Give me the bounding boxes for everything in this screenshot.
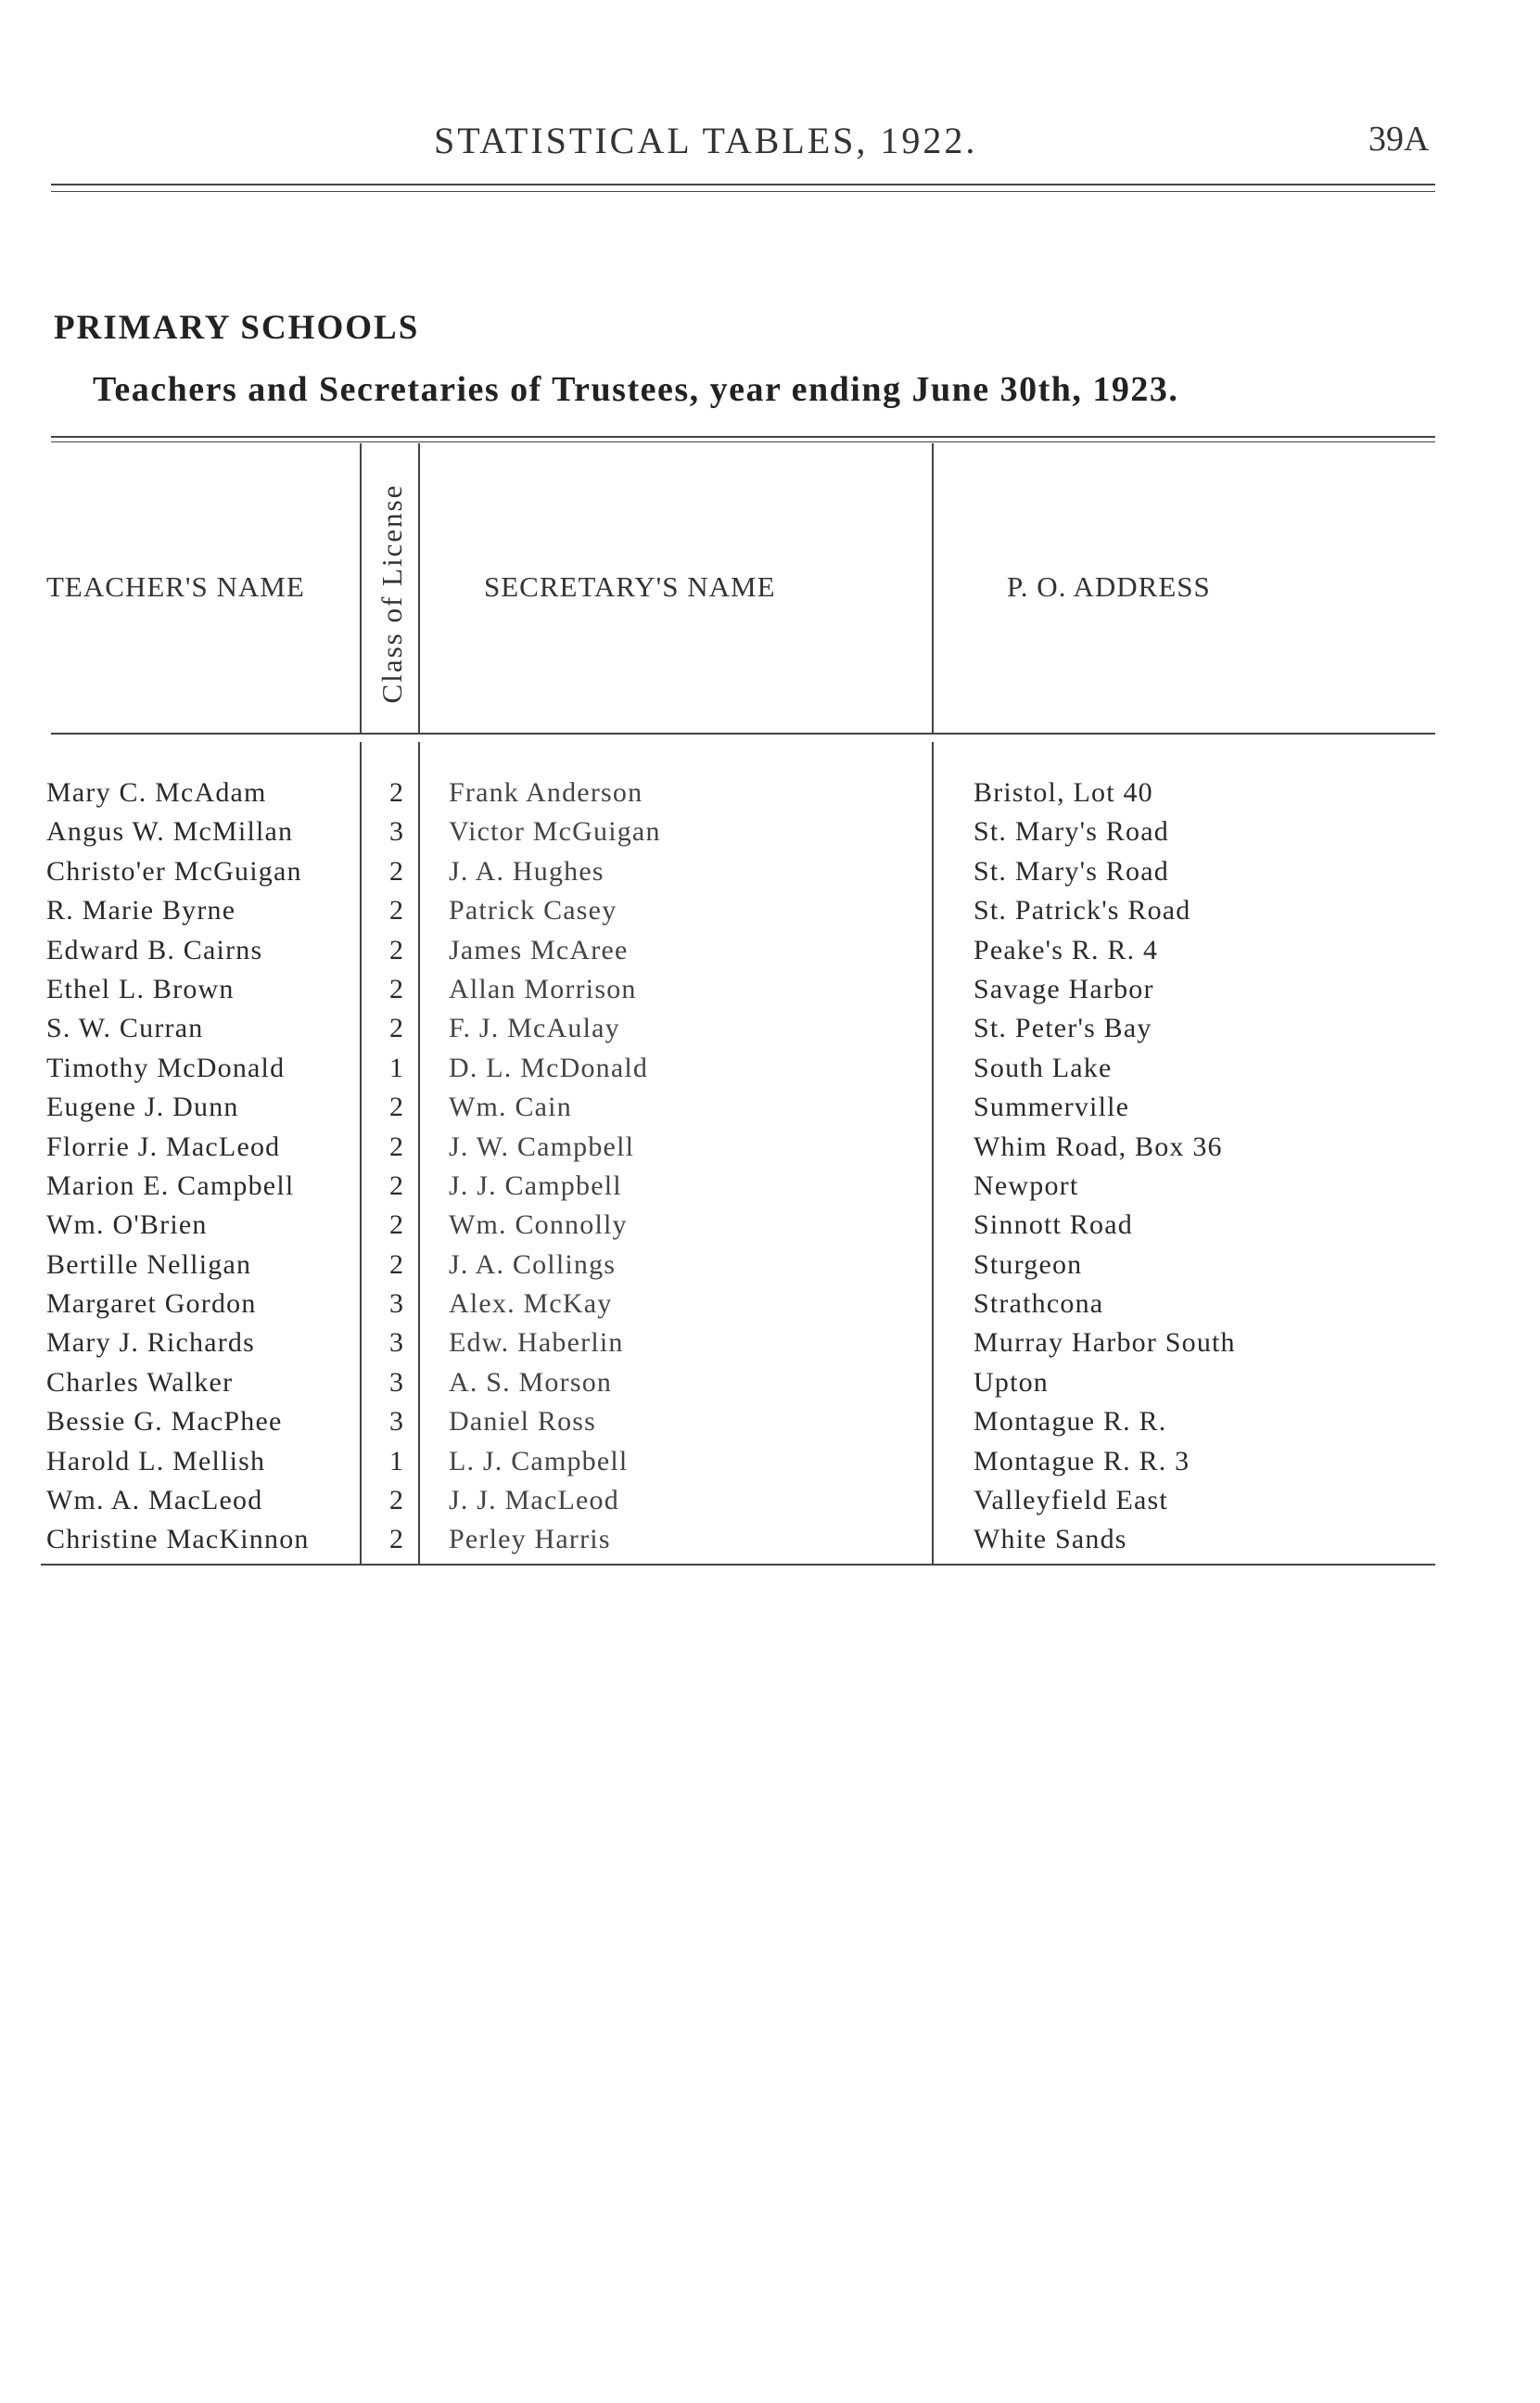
license-class: 3	[389, 1406, 403, 1438]
secretary-name: Wm. Cain	[449, 1092, 572, 1123]
teacher-name: Margaret Gordon	[46, 1288, 257, 1320]
po-address: Valleyfield East	[974, 1485, 1168, 1516]
table-top-rule-thin	[51, 441, 1435, 442]
teacher-name: S. W. Curran	[46, 1013, 204, 1044]
running-header	[0, 119, 1540, 165]
table-row	[0, 1481, 1540, 1520]
teacher-name: Bertille Nelligan	[46, 1248, 252, 1280]
table-row	[0, 1442, 1540, 1481]
license-class: 2	[389, 1131, 403, 1162]
header-rule	[51, 184, 1435, 185]
secretary-name: L. J. Campbell	[449, 1445, 629, 1476]
column-header-address: P. O. ADDRESS	[1007, 570, 1211, 603]
column-divider-3	[932, 443, 934, 733]
teacher-name: Wm. A. MacLeod	[46, 1485, 263, 1516]
column-divider-2	[418, 443, 420, 733]
license-class: 2	[389, 1092, 403, 1123]
column-header-secretary: SECRETARY'S NAME	[484, 570, 776, 603]
license-class: 2	[389, 1485, 403, 1516]
table-bottom-rule	[41, 1564, 1435, 1566]
teacher-name: Bessie G. MacPhee	[46, 1406, 283, 1438]
secretary-name: J. W. Campbell	[449, 1131, 635, 1162]
column-header-class: Class of License	[375, 483, 408, 704]
po-address: Summerville	[974, 1092, 1130, 1123]
secretary-name: Patrick Casey	[449, 895, 617, 927]
table-row	[0, 1009, 1540, 1048]
secretary-name: James McAree	[449, 934, 629, 965]
table-row	[0, 812, 1540, 851]
column-divider-1	[360, 443, 362, 733]
secretary-name: Allan Morrison	[449, 973, 637, 1004]
teacher-name: Mary C. McAdam	[46, 777, 267, 808]
table-row	[0, 852, 1540, 891]
secretary-name: A. S. Morson	[449, 1366, 613, 1398]
header-rule-thin	[51, 191, 1435, 192]
table-row	[0, 1402, 1540, 1441]
table-body	[0, 773, 1540, 1560]
po-address: Montague R. R.	[974, 1406, 1167, 1438]
teacher-name: Charles Walker	[46, 1366, 234, 1398]
teacher-name: Marion E. Campbell	[46, 1170, 295, 1201]
secretary-name: Daniel Ross	[449, 1406, 597, 1438]
license-class: 2	[389, 1248, 403, 1280]
header-bottom-rule	[51, 733, 1435, 735]
teacher-name: Eugene J. Dunn	[46, 1092, 239, 1123]
table-row	[0, 1206, 1540, 1245]
po-address: White Sands	[974, 1524, 1127, 1555]
teacher-name: Florrie J. MacLeod	[46, 1131, 281, 1162]
license-class: 2	[389, 855, 403, 887]
po-address: Peake's R. R. 4	[974, 934, 1159, 965]
po-address: Sinnott Road	[974, 1209, 1133, 1241]
license-class: 2	[389, 1209, 403, 1241]
secretary-name: Alex. McKay	[449, 1288, 613, 1320]
secretary-name: Frank Anderson	[449, 777, 643, 808]
po-address: Sturgeon	[974, 1248, 1083, 1280]
secretary-name: J. J. Campbell	[449, 1170, 622, 1201]
secretary-name: D. L. McDonald	[449, 1052, 649, 1083]
po-address: Montague R. R. 3	[974, 1445, 1190, 1476]
license-class: 2	[389, 895, 403, 927]
po-address: Savage Harbor	[974, 973, 1154, 1004]
license-class: 2	[389, 1170, 403, 1201]
teacher-name: Ethel L. Brown	[46, 973, 235, 1004]
teacher-name: Christine MacKinnon	[46, 1524, 310, 1555]
table-row	[0, 1520, 1540, 1559]
secretary-name: Wm. Connolly	[449, 1209, 628, 1241]
po-address: Bristol, Lot 40	[974, 777, 1153, 808]
table-row	[0, 970, 1540, 1009]
license-class: 2	[389, 934, 403, 965]
po-address: St. Mary's Road	[974, 816, 1169, 848]
table-row	[0, 1167, 1540, 1206]
secretary-name: Perley Harris	[449, 1524, 611, 1555]
secretary-name: J. J. MacLeod	[449, 1485, 619, 1516]
secretary-name: Edw. Haberlin	[449, 1327, 624, 1359]
running-title: STATISTICAL TABLES, 1922.	[434, 120, 978, 161]
teacher-name: Mary J. Richards	[46, 1327, 255, 1359]
teacher-name: Wm. O'Brien	[46, 1209, 208, 1241]
teacher-name: R. Marie Byrne	[46, 895, 236, 927]
license-class: 3	[389, 1366, 403, 1398]
secretary-name: Victor McGuigan	[449, 816, 661, 848]
teacher-name: Christo'er McGuigan	[46, 855, 302, 887]
license-class: 3	[389, 1288, 403, 1320]
page-number: 39A	[1368, 120, 1430, 159]
section-title: PRIMARY SCHOOLS	[54, 309, 420, 347]
table-row	[0, 1323, 1540, 1362]
table-top-rule	[51, 436, 1435, 438]
license-class: 3	[389, 1327, 403, 1359]
license-class: 1	[389, 1052, 403, 1083]
license-class: 2	[389, 1013, 403, 1044]
license-class: 2	[389, 777, 403, 808]
secretary-name: J. A. Hughes	[449, 855, 605, 887]
po-address: South Lake	[974, 1052, 1113, 1083]
license-class: 3	[389, 816, 403, 848]
po-address: Murray Harbor South	[974, 1327, 1236, 1359]
po-address: St. Mary's Road	[974, 855, 1169, 887]
po-address: St. Patrick's Road	[974, 895, 1191, 927]
teacher-name: Edward B. Cairns	[46, 934, 263, 965]
po-address: Newport	[974, 1170, 1079, 1201]
column-header-teacher: TEACHER'S NAME	[46, 570, 305, 603]
teacher-name: Timothy McDonald	[46, 1052, 286, 1083]
license-class: 2	[389, 1524, 403, 1555]
table-row	[0, 891, 1540, 930]
table-row	[0, 1246, 1540, 1285]
table-row	[0, 773, 1540, 812]
table-row	[0, 1285, 1540, 1323]
po-address: Whim Road, Box 36	[974, 1131, 1223, 1162]
table-row	[0, 1363, 1540, 1402]
po-address: Upton	[974, 1366, 1049, 1398]
license-class: 2	[389, 973, 403, 1004]
license-class: 1	[389, 1445, 403, 1476]
table-row	[0, 1128, 1540, 1167]
table-row	[0, 1088, 1540, 1127]
section-subtitle: Teachers and Secretaries of Trustees, year ending June 30th, 1923.	[93, 370, 1179, 409]
secretary-name: J. A. Collings	[449, 1248, 617, 1280]
teacher-name: Angus W. McMillan	[46, 816, 294, 848]
secretary-name: F. J. McAulay	[449, 1013, 620, 1044]
teacher-name: Harold L. Mellish	[46, 1445, 266, 1476]
po-address: Strathcona	[974, 1288, 1104, 1320]
table-row	[0, 1049, 1540, 1088]
po-address: St. Peter's Bay	[974, 1013, 1152, 1044]
table-row	[0, 931, 1540, 970]
